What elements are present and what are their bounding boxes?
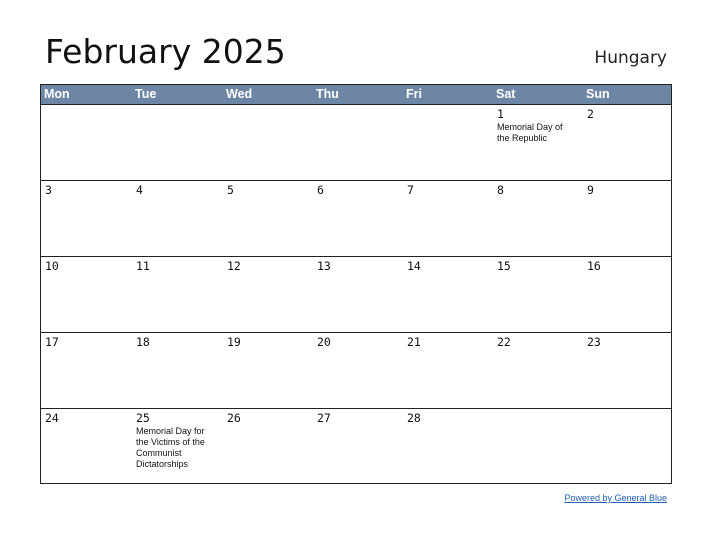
weekday-sun: Sun (586, 87, 610, 101)
day-cell (41, 181, 132, 256)
day-number: 18 (136, 335, 150, 349)
weekday-mon: Mon (44, 87, 70, 101)
day-cell (403, 409, 493, 485)
day-number: 12 (227, 259, 241, 273)
day-cell (313, 181, 403, 256)
weekday-header-row (41, 85, 671, 105)
day-cell (583, 181, 671, 256)
weekday-wed: Wed (226, 87, 253, 101)
week-row (41, 105, 671, 181)
day-cell (493, 257, 583, 332)
day-number: 28 (407, 411, 421, 425)
day-cell (493, 105, 583, 180)
day-cell (223, 181, 313, 256)
day-cell (403, 257, 493, 332)
day-cell (41, 257, 132, 332)
powered-by-link[interactable]: Powered by General Blue (564, 493, 667, 503)
day-cell (223, 333, 313, 408)
day-number: 11 (136, 259, 150, 273)
day-cell (223, 105, 313, 180)
weekday-sat: Sat (496, 87, 516, 101)
day-number: 23 (587, 335, 601, 349)
day-number: 25 (136, 411, 150, 425)
day-number: 15 (497, 259, 511, 273)
week-row (41, 409, 671, 485)
day-cell (223, 257, 313, 332)
day-cell (583, 333, 671, 408)
day-number: 10 (45, 259, 59, 273)
day-number: 21 (407, 335, 421, 349)
day-cell (41, 409, 132, 485)
day-number: 6 (317, 183, 324, 197)
month-title: February 2025 (45, 32, 286, 71)
day-cell (583, 409, 671, 485)
day-number: 17 (45, 335, 59, 349)
week-row (41, 181, 671, 257)
day-number: 7 (407, 183, 414, 197)
day-cell (132, 257, 223, 332)
day-cell (313, 409, 403, 485)
day-cell (583, 257, 671, 332)
day-number: 19 (227, 335, 241, 349)
day-cell (403, 181, 493, 256)
week-row (41, 257, 671, 333)
day-cell (41, 333, 132, 408)
day-number: 3 (45, 183, 52, 197)
day-cell (403, 333, 493, 408)
day-cell (493, 409, 583, 485)
day-cell (493, 181, 583, 256)
day-number: 24 (45, 411, 59, 425)
day-number: 1 (497, 107, 504, 121)
day-number: 26 (227, 411, 241, 425)
calendar-grid (40, 84, 672, 484)
holiday-label: Memorial Day for the Victims of the Communist Dictatorships (136, 426, 205, 469)
day-cell (132, 105, 223, 180)
country-label: Hungary (594, 48, 667, 68)
day-cell (41, 105, 132, 180)
day-cell (132, 409, 223, 485)
day-number: 27 (317, 411, 331, 425)
weekday-fri: Fri (406, 87, 422, 101)
day-cell (493, 333, 583, 408)
weekday-thu: Thu (316, 87, 339, 101)
day-number: 13 (317, 259, 331, 273)
day-number: 9 (587, 183, 594, 197)
holiday-label: Memorial Day of the Republic (497, 122, 563, 143)
day-number: 16 (587, 259, 601, 273)
day-cell (132, 181, 223, 256)
weekday-tue: Tue (135, 87, 157, 101)
day-number: 14 (407, 259, 421, 273)
week-row (41, 333, 671, 409)
day-cell (313, 333, 403, 408)
day-cell (583, 105, 671, 180)
weeks-container (41, 105, 671, 485)
day-number: 8 (497, 183, 504, 197)
day-number: 2 (587, 107, 594, 121)
day-cell (313, 105, 403, 180)
day-cell (313, 257, 403, 332)
day-number: 20 (317, 335, 331, 349)
day-number: 22 (497, 335, 511, 349)
day-number: 4 (136, 183, 143, 197)
day-cell (132, 333, 223, 408)
day-cell (223, 409, 313, 485)
day-cell (403, 105, 493, 180)
day-number: 5 (227, 183, 234, 197)
